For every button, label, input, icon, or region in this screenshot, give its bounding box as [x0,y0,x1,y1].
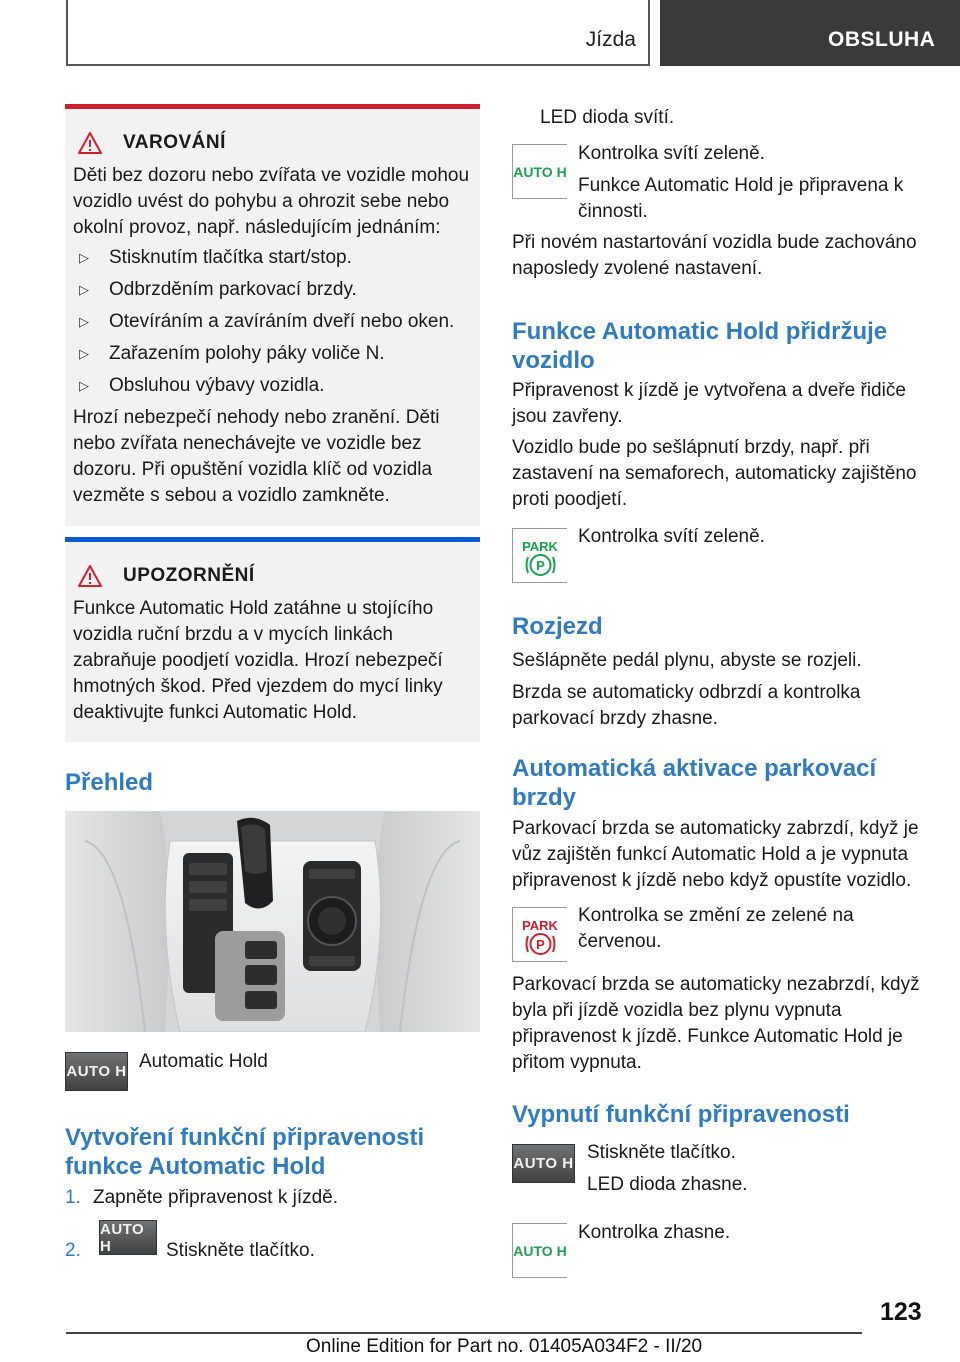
caution-text: Funkce Automatic Hold zatáhne u stojícího vozidla ruční brzdu a v mycích linkách zabraňuje poodjetí vozidla. Hrozí nebezpečí hmotných škod. Před vjezdem do mycí linky deaktivujte funkci Automatic Hold. [73,598,443,723]
list-item-text: Stisknutím tlačítka start/stop. [109,247,352,268]
warning-box [65,104,480,526]
list-item-text: Odbrzděním parkovací brzdy. [109,279,357,300]
bullet-triangle-icon: ▷ [79,378,89,393]
warning-intro: Děti bez dozoru nebo zvířata ve vozidle mohou vozidlo uvést do pohybu a ohrozit sebe nebo okolní provoz, např. následujícím jednáním: [73,165,470,238]
p-label: P [536,558,545,573]
disable-press-text: Stiskněte tlačítko. [587,1142,736,1163]
center-console-photo [65,811,480,1032]
caution-title: UPOZORNĚNÍ [123,565,255,586]
footer-edition: Online Edition for Part no. 01405A034F2 - II/20 [306,1336,703,1357]
warning-header [77,131,480,155]
park-indicator-green-icon [512,528,567,583]
auto-hold-caption: Automatic Hold [139,1051,268,1072]
park-red-glyph [513,908,568,963]
auto-parking-paragraph-2: Parkovací brzda se automaticky nezabrzdí, když byla při jízdě vozidla bez plynu vypnuta připravenost k jízdě. Funkce Automatic Hold je přitom vypnuta. [512,974,920,1073]
auto-h-label: AUTO H [66,1063,127,1080]
p-label: P [536,937,545,952]
caution-header [77,564,480,588]
disable-lamp-text: Kontrolka zhasne. [578,1222,731,1243]
ready-text: Funkce Automatic Hold je připravena k činnosti. [578,175,904,222]
auto-h-indicator-green-icon [512,144,567,199]
auto-h-button-icon [65,1052,128,1091]
park-indicator-red-icon [512,907,567,962]
hold-paragraph-2: Vozidlo bude po sešlápnutí brzdy, např. při zastavení na semaforech, automaticky zajištěno proti poodjetí. [512,437,917,510]
park-red-text: Kontrolka se změní ze zelené na červenou. [578,905,854,952]
auto-h-button-icon [512,1144,575,1183]
list-item-text: Zařazením polohy páky voliče N. [109,343,385,364]
header-section-title: Jízda [585,28,636,51]
warning-triangle-icon [77,564,103,588]
restart-text: Při novém nastartování vozidla bude zachováno naposledy zvolené nastavení. [512,232,917,279]
bullet-triangle-icon: ▷ [79,250,89,265]
list-item [73,245,480,271]
warning-outro: Hrozí nebezpečí nehody nebo zranění. Děti nebo zvířata nenechávejte ve vozidle bez dozoru. Při opuštění vozidla klíč od vozidla vezměte s sebou a vozidlo zamkněte. [73,407,440,506]
warning-triangle-icon [77,131,103,155]
step-1 [65,1185,480,1211]
warning-bullet-list [73,245,480,399]
list-item [73,373,480,399]
auto-h-label: AUTO H [513,1155,574,1172]
auto-h-lamp-label: AUTO H [513,163,567,180]
step-text: Stiskněte tlačítko. [166,1240,315,1261]
auto-h-lamp-label: AUTO H [513,1242,567,1259]
auto-h-button-icon [99,1220,157,1255]
list-item-text: Obsluhou výbavy vozidla. [109,375,325,396]
warning-title: VAROVÁNÍ [123,132,226,153]
bullet-triangle-icon: ▷ [79,346,89,361]
lamp-green-text: Kontrolka svítí zeleně. [578,143,765,164]
start-heading: Rozjezd [512,613,603,640]
auto-h-label: AUTO H [100,1220,145,1255]
bullet-triangle-icon: ▷ [79,314,89,329]
caution-box [65,537,480,742]
step-text: Zapněte připravenost k jízdě. [93,1187,339,1208]
create-readiness-heading: Vytvoření funkční připravenosti funkce Automatic Hold [65,1124,425,1180]
start-paragraph-2: Brzda se automaticky odbrzdí a kontrolka parkovací brzdy zhasne. [512,682,861,729]
step-number: 1. [65,1187,81,1208]
hold-heading: Funkce Automatic Hold přidržuje vozidlo [512,318,888,374]
disable-readiness-heading: Vypnutí funkční připravenosti [512,1101,850,1128]
step-number: 2. [65,1240,81,1261]
disable-led-text: LED dioda zhasne. [587,1174,748,1195]
list-item [73,277,480,303]
park-label: PARK [522,539,558,554]
overview-heading: Přehled [65,769,154,796]
center-console-image [65,811,480,1032]
hold-paragraph-1: Připravenost k jízdě je vytvořena a dveře řidiče jsou zavřeny. [512,380,906,427]
led-on-text: LED dioda svítí. [540,107,675,128]
park-label: PARK [522,918,558,933]
auto-h-indicator-green-icon [512,1223,567,1278]
header-chapter-tab: OBSLUHA [660,0,960,66]
bullet-triangle-icon: ▷ [79,282,89,297]
list-item [73,309,480,335]
page-number: 123 [880,1298,922,1326]
park-green-text: Kontrolka svítí zeleně. [578,526,765,547]
auto-parking-paragraph-1: Parkovací brzda se automaticky zabrzdí, když je vůz zajištěn funkcí Automatic Hold a je vypnuta připravenost k jízdě nebo když opustíte vozidlo. [512,818,919,891]
auto-parking-heading: Automatická aktivace parkovací brzdy [512,755,877,811]
list-item [73,341,480,367]
start-paragraph-1: Sešlápněte pedál plynu, abyste se rozjeli. [512,650,862,671]
list-item-text: Otevíráním a zavíráním dveří nebo oken. [109,311,455,332]
footer-divider [66,1332,862,1334]
park-green-glyph [513,529,568,584]
